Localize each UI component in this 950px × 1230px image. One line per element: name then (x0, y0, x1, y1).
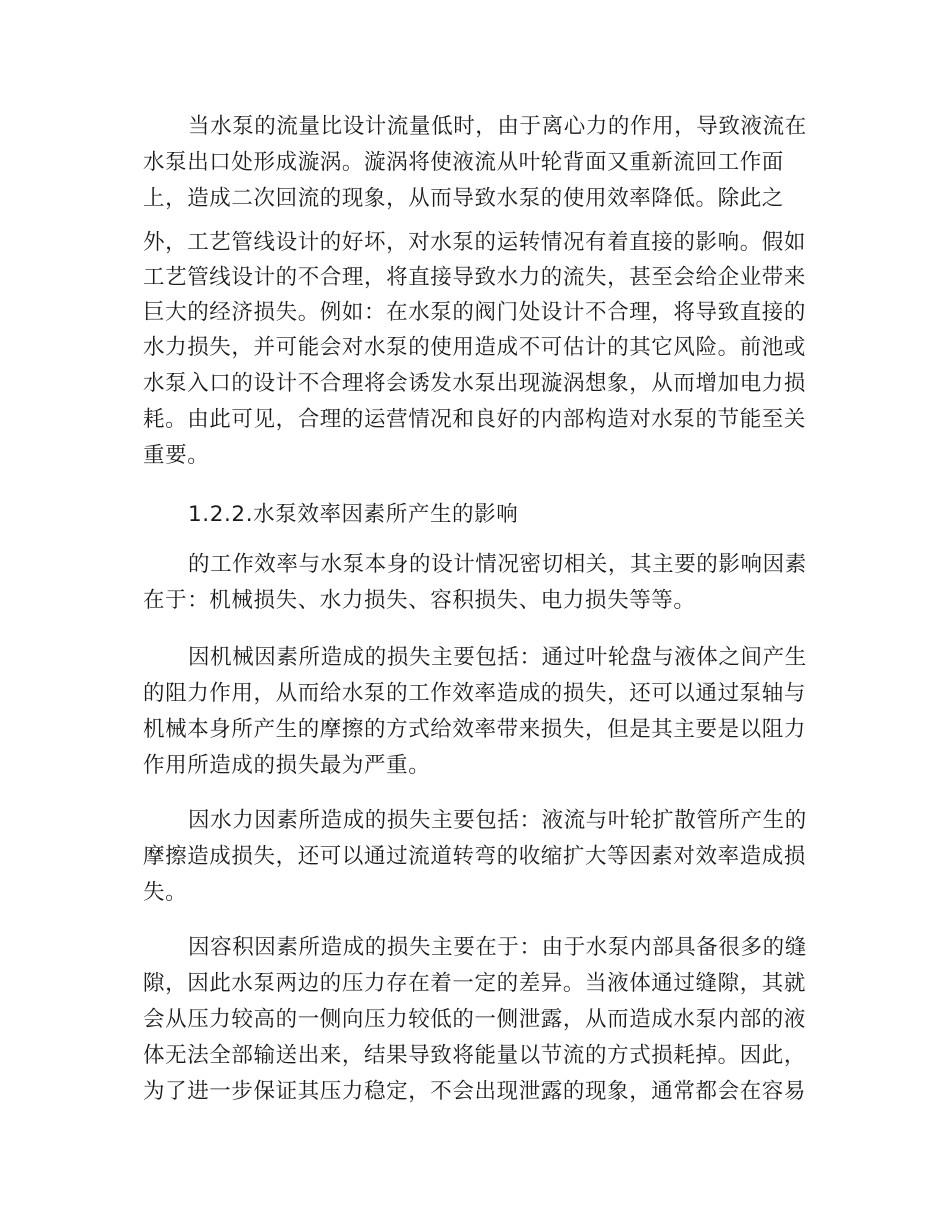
text-line: 当水泵的流量比设计流量低时，由于离心力的作用，导致液流在 (188, 114, 807, 139)
text-line: 的工作效率与水泵本身的设计情况密切相关，其主要的影响因素 (188, 552, 807, 577)
text-line: 体无法全部输送出来，结果导致将能量以节流的方式损耗掉。因此， (143, 1043, 807, 1068)
text-line: 外，工艺管线设计的好坏，对水泵的运转情况有着直接的影响。假如 (143, 230, 807, 255)
text-line: 会从压力较高的一侧向压力较低的一侧泄露，从而造成水泵内部的液 (143, 1007, 807, 1032)
text-line: 重要。 (143, 443, 210, 468)
text-line: 因机械因素所造成的损失主要包括：通过叶轮盘与液体之间产生 (188, 645, 807, 670)
text-line: 隙，因此水泵两边的压力存在着一定的差异。当液体通过缝隙，其就 (143, 971, 807, 996)
text-line: 水力损失，并可能会对水泵的使用造成不可估计的其它风险。前池或 (143, 335, 807, 360)
text-line: 的阻力作用，从而给水泵的工作效率造成的损失，还可以通过泵轴与 (143, 681, 807, 706)
text-line: 失。 (143, 880, 188, 905)
text-line: 上，造成二次回流的现象，从而导致水泵的使用效率降低。除此之 (143, 186, 784, 211)
heading-text: 1.2.2.水泵效率因素所产生的影响 (188, 502, 519, 527)
text-line: 因水力因素所造成的损失主要包括：液流与叶轮扩散管所产生的 (188, 808, 807, 833)
text-line: 巨大的经济损失。例如：在水泵的阀门处设计不合理，将导致直接的 (143, 300, 807, 325)
text-line: 为了进一步保证其压力稳定，不会出现泄露的现象，通常都会在容易 (143, 1079, 807, 1104)
text-line: 因容积因素所造成的损失主要在于：由于水泵内部具备很多的缝 (188, 935, 807, 960)
text-line: 水泵出口处形成漩涡。漩涡将使液流从叶轮背面又重新流回工作面 (143, 150, 784, 175)
text-line: 耗。由此可见，合理的运营情况和良好的内部构造对水泵的节能至关 (143, 407, 807, 432)
text-line: 机械本身所产生的摩擦的方式给效率带来损失，但是其主要是以阻力 (143, 717, 807, 742)
text-line: 作用所造成的损失最为严重。 (143, 753, 431, 778)
text-line: 工艺管线设计的不合理，将直接导致水力的流失，甚至会给企业带来 (143, 265, 807, 290)
text-line: 在于：机械损失、水力损失、容积损失、电力损失等等。 (143, 588, 696, 613)
text-line: 摩擦造成损失，还可以通过流道转弯的收缩扩大等因素对效率造成损 (143, 844, 807, 869)
text-line: 水泵入口的设计不合理将会诱发水泵出现漩涡想象，从而增加电力损 (143, 371, 807, 396)
